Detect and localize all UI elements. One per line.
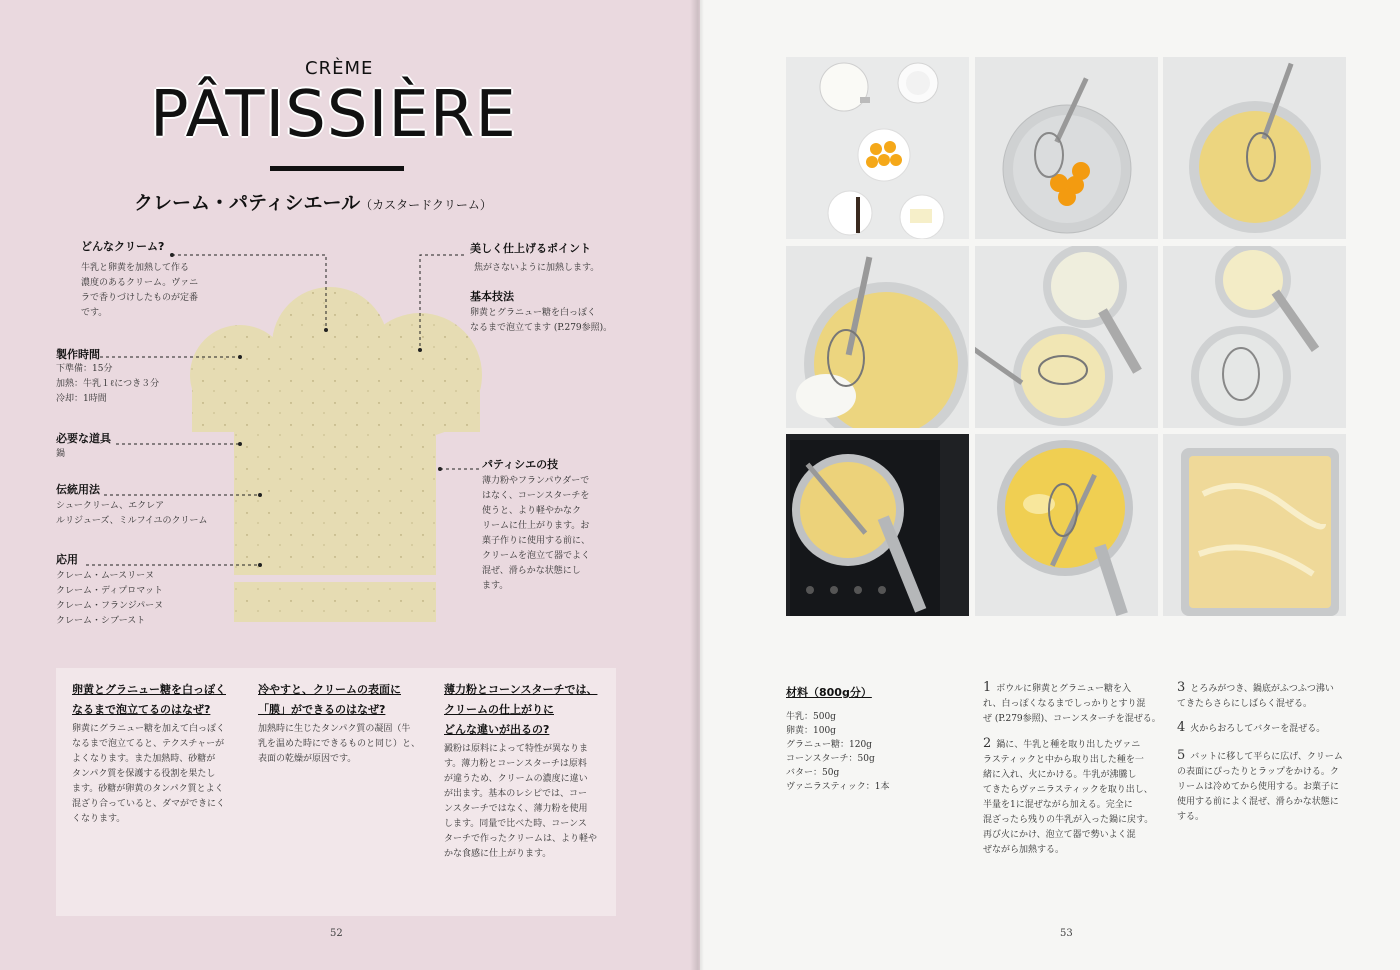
label-waza-head: パティシエの技 [482, 458, 559, 471]
qa-2-heading-line1: 冷やすと、クリームの表面に [258, 683, 401, 696]
step-4-text: 火からおろしてバターを混ぜる。 [1190, 724, 1326, 734]
label-dougu-head: 必要な道具 [56, 432, 111, 445]
page-number-left: 52 [330, 928, 343, 939]
step-4 [1177, 720, 1367, 737]
label-donna-body: 牛乳と卵黄を加熱して作る 濃度のあるクリーム。ヴァニ ラで香りづけしたものが定番 です。 [81, 263, 199, 318]
photo-step-tray-wrap [1163, 434, 1346, 616]
materials-title-text: 材料（800g分） [786, 686, 872, 699]
step-3 [1177, 680, 1367, 712]
step-3-text: とろみがつき、鍋底がふつふつ沸い てきたらさらにしばらく混ぜる。 [1177, 684, 1334, 709]
materials-list [786, 710, 889, 794]
step-5-number: 5 [1177, 748, 1186, 763]
material-item: 卵黄：100g [786, 726, 836, 736]
photo-step-add-starch [786, 246, 969, 428]
step-2 [983, 736, 1163, 858]
step-2-number: 2 [983, 736, 992, 751]
step-4-number: 4 [1177, 720, 1186, 735]
step-3-number: 3 [1177, 680, 1186, 695]
qa-3-heading-line2: クリームの仕上がりに [444, 703, 554, 716]
qa-2-heading-line2: 「膜」ができるのはなぜ? [258, 703, 386, 716]
photo-step-mix-milk [975, 246, 1158, 428]
label-gihou-head: 基本技法 [470, 290, 514, 303]
material-item: バター：50g [786, 768, 840, 778]
label-dougu-body: 鍋 [56, 449, 66, 459]
label-gihou-body: 卵黄とグラニュー糖を白っぽく なるまで泡立てます (P.279参照)。 [470, 308, 613, 333]
japanese-title-sub: （カスタードクリーム） [360, 198, 492, 212]
qa-column-3 [444, 680, 612, 862]
label-seisaku-head: 製作時間 [56, 348, 100, 361]
title-creme: CRÈME [305, 58, 374, 79]
label-ouyou-body: クレーム・ムースリーヌ クレーム・ディプロマット クレーム・フランジパーヌ クレーム・シブースト [56, 571, 164, 626]
step-2-text: 鍋に、牛乳と種を取り出したヴァニ ラスティックと中から取り出した種を一 緒に入れ、火にかける。牛乳が沸騰し てきたらヴァニラスティックを取り出し、 半量を1に混ぜながら加える。完全に 混ざったら残りの牛乳が入った鍋に戻す。 再び火にかけ、泡立て器で勢いよく混 ぜながら加熱する。 [983, 740, 1154, 855]
photo-step-ingredients [786, 57, 969, 239]
qa-1-heading-line2: なるまで泡立てるのはなぜ? [72, 703, 211, 716]
photo-step-yolks-in-bowl [975, 57, 1158, 239]
step-5 [1177, 748, 1367, 825]
label-ouyou-head: 応用 [56, 553, 78, 566]
photo-step-pour-back [1163, 246, 1346, 428]
label-point-body: 焦がさないように加熱します。 [474, 263, 600, 273]
label-dentou-body: シュークリーム、エクレア ルリジューズ、ミルフイユのクリーム [56, 501, 208, 526]
photo-step-heat-induction [786, 434, 969, 616]
qa-3-body: 澱粉は原料によって特性が異なりま す。薄力粉とコーンスターチは原料 が違うため、クリームの濃度に違い が出ます。基本のレシピでは、コー ンスターチではなく、薄力粉を使用 します。同量で比べた時、コーンス ターチで作ったクリームは、より軽や かな食感に仕上がります。 [444, 744, 598, 859]
qa-1-body: 卵黄にグラニュー糖を加えて白っぽく なるまで泡立てると、テクスチャーが よくなります。また加熱時、砂糖が タンパク質を保護する役割を果たし ます。砂糖が卵黄のタンパク質とよく 混ざり合っていると、ダマができにく くなります。 [72, 724, 226, 824]
label-waza-body: 薄力粉やフランパウダーで はなく、コーンスターチを 使うと、より軽やかなク リームに仕上がります。お 菓子作りに使用する前に、 クリームを泡立て器でよく 混ぜ、滑らかな状態にし ます。 [482, 476, 591, 591]
material-item: グラニュー糖：120g [786, 740, 872, 750]
step-5-text: バットに移して平らに広げ、クリーム の表面にぴったりとラップをかける。ク リームは冷めてから使用する。お菓子に 使用する前によく混ぜ、滑らかな状態に する。 [1177, 752, 1343, 822]
photo-step-whisked-yolks [1163, 57, 1346, 239]
label-seisaku-body: 下準備：15分 加熱：牛乳１ℓにつき３分 冷却：1時間 [56, 364, 160, 404]
step-1-number: 1 [983, 680, 992, 695]
photo-step-add-butter [975, 434, 1158, 616]
material-item: 牛乳：500g [786, 712, 836, 722]
qa-3-heading-line3: どんな違いが出るの? [444, 723, 550, 736]
title-patissiere: PÂTISSIÈRE [150, 78, 517, 152]
japanese-title-main: クレーム・パティシエール [134, 192, 361, 214]
label-point-head: 美しく仕上げるポイント [470, 242, 591, 255]
qa-3-heading-line1: 薄力粉とコーンスターチでは、 [444, 683, 598, 696]
qa-1-heading-line1: 卵黄とグラニュー糖を白っぽく [72, 683, 226, 696]
materials-title [786, 684, 872, 700]
step-1 [983, 680, 1163, 727]
material-item: ヴァニラスティック：1本 [786, 782, 890, 792]
material-item: コーンスターチ：50g [786, 754, 875, 764]
label-dentou-head: 伝統用法 [56, 483, 100, 496]
step-1-text: ボウルに卵黄とグラニュー糖を入 れ、白っぽくなるまでしっかりとすり混 ぜ (P.279参照)、コーンスターチを混ぜる。 [983, 684, 1161, 724]
qa-column-2 [258, 680, 426, 767]
qa-2-body: 加熱時に生じたタンパク質の凝固（牛 乳を温めた時にできるものと同じ）と、 表面の乾燥が原因です。 [258, 724, 421, 764]
label-donna-head: どんなクリーム? [81, 240, 165, 253]
qa-column-1 [72, 680, 240, 827]
page-number-right: 53 [1060, 928, 1073, 939]
